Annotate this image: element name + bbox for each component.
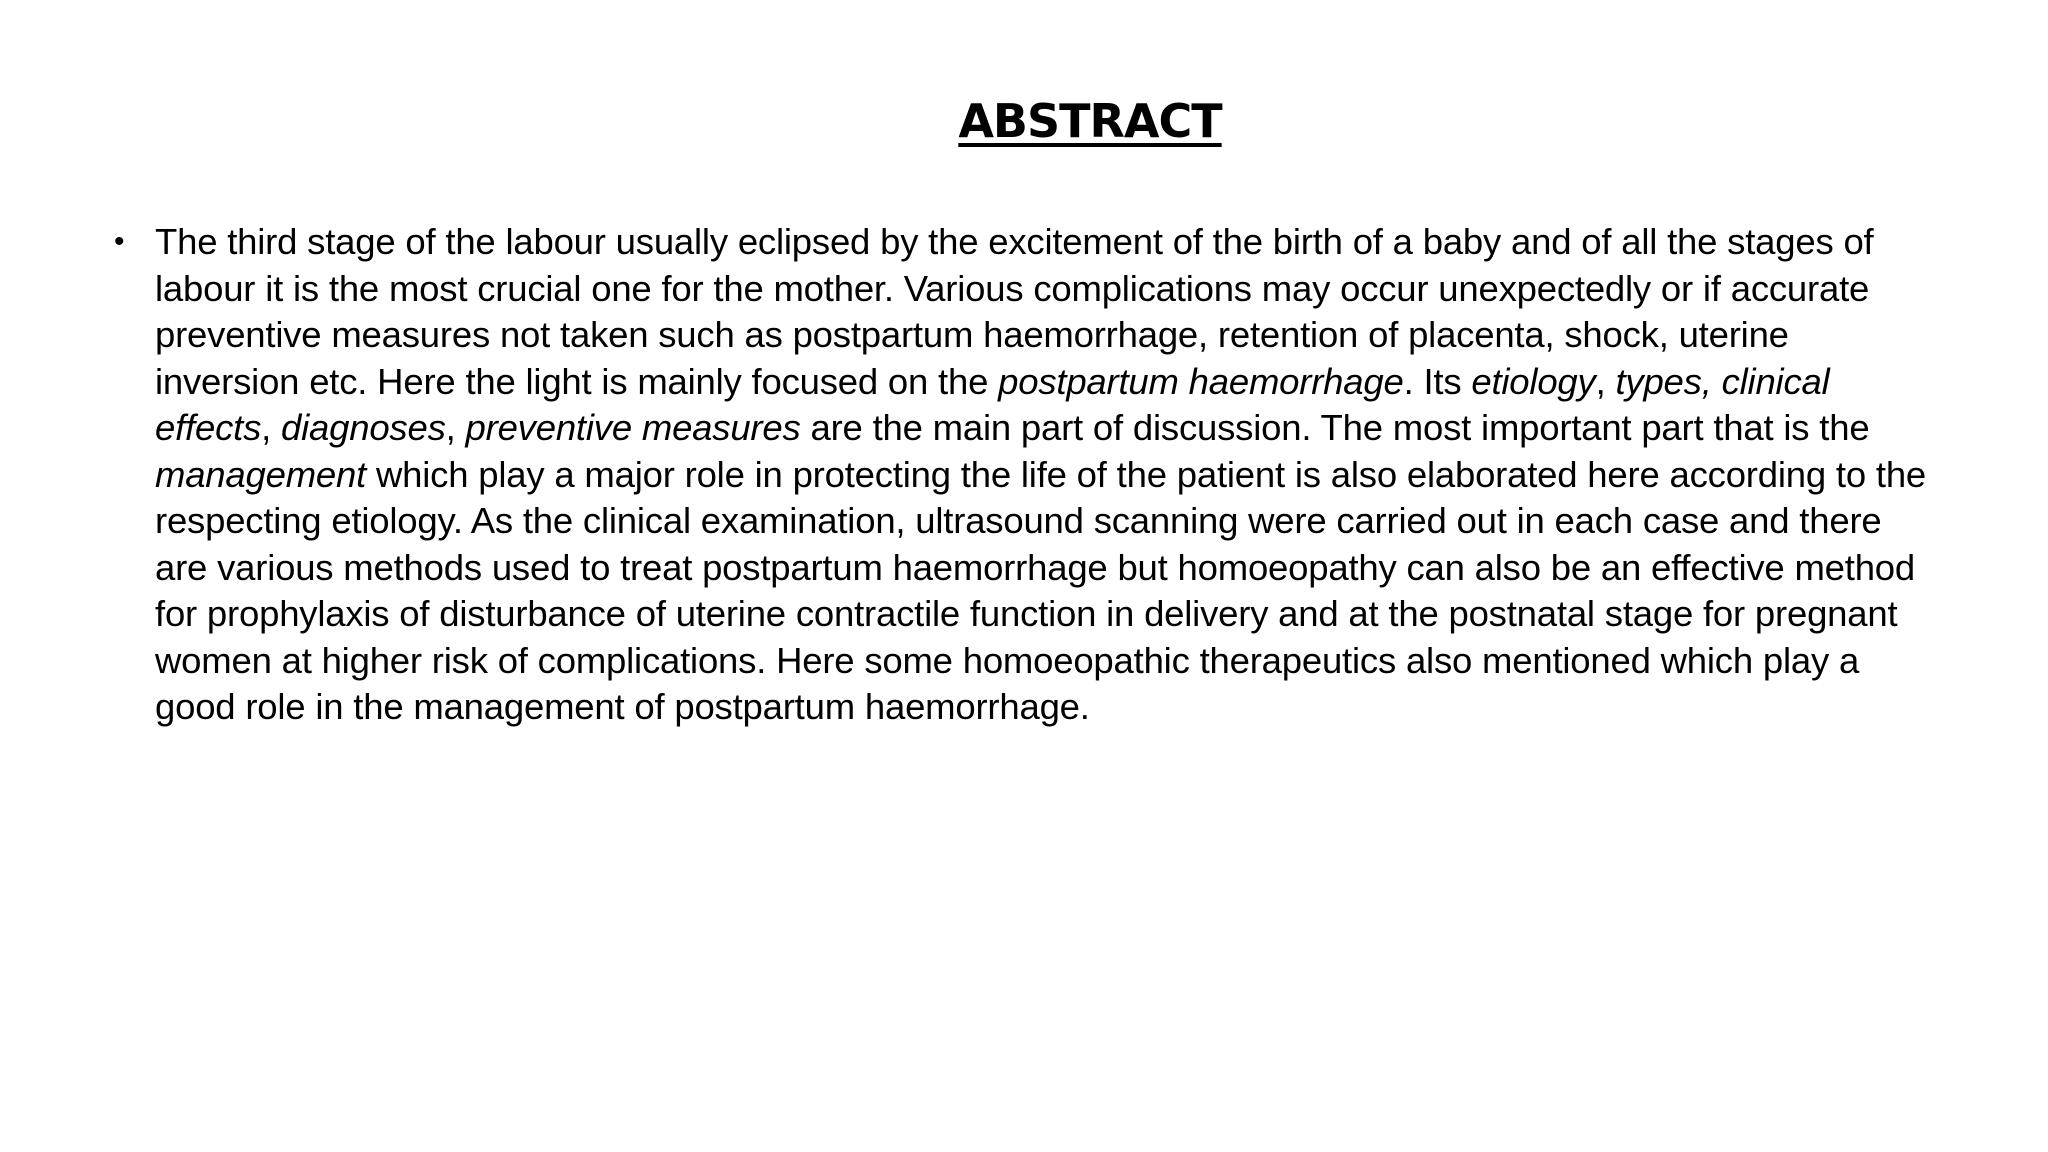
text-segment: , (261, 407, 282, 448)
bullet-icon: • (114, 225, 125, 258)
emphasis-types-clinical-effects: types, clinical effects (155, 360, 1830, 448)
abstract-paragraph (112, 219, 1942, 731)
text-segment: are the main part of discussion. The most important part that is the (800, 407, 1870, 448)
emphasis-diagnoses: diagnoses (281, 407, 446, 448)
emphasis-etiology: etiology (1471, 360, 1596, 402)
text-segment: , (445, 407, 466, 448)
slide-title: ABSTRACT (958, 94, 1222, 148)
text-segment: . Its (1403, 360, 1472, 402)
text-segment: The third stage of the labour usually eclipsed by the excitement of the birth of a baby and of all the stages of labour it is the most crucial one for the mother. Various complications may occur unexpectedly or if accurate preventive measures not taken such as postpartum haemorrhage, retention of placenta, shock, uterine inversion etc. Here the light is mainly focused on the (155, 221, 1874, 402)
abstract-bullet-list (112, 219, 1942, 731)
text-segment: which play a major role in protecting the life of the patient is also elaborated here according to the respecting etiology. As the clinical examination, ultrasound scanning were carried out in each case and there are various methods used to treat postpartum haemorrhage but homoeopathy can also be an effective method for prophylaxis of disturbance of uterine contractile function in delivery and at the postnatal stage for pregnant women at higher risk of complications. Here some homoeopathic therapeutics also mentioned which play a good role in the management of postpartum haemorrhage. (155, 453, 1927, 727)
emphasis-postpartum-haemorrhage: postpartum haemorrhage (998, 360, 1404, 402)
emphasis-management: management (155, 453, 367, 495)
emphasis-preventive-measures: preventive measures (465, 407, 801, 448)
text-segment: , (1595, 360, 1616, 402)
